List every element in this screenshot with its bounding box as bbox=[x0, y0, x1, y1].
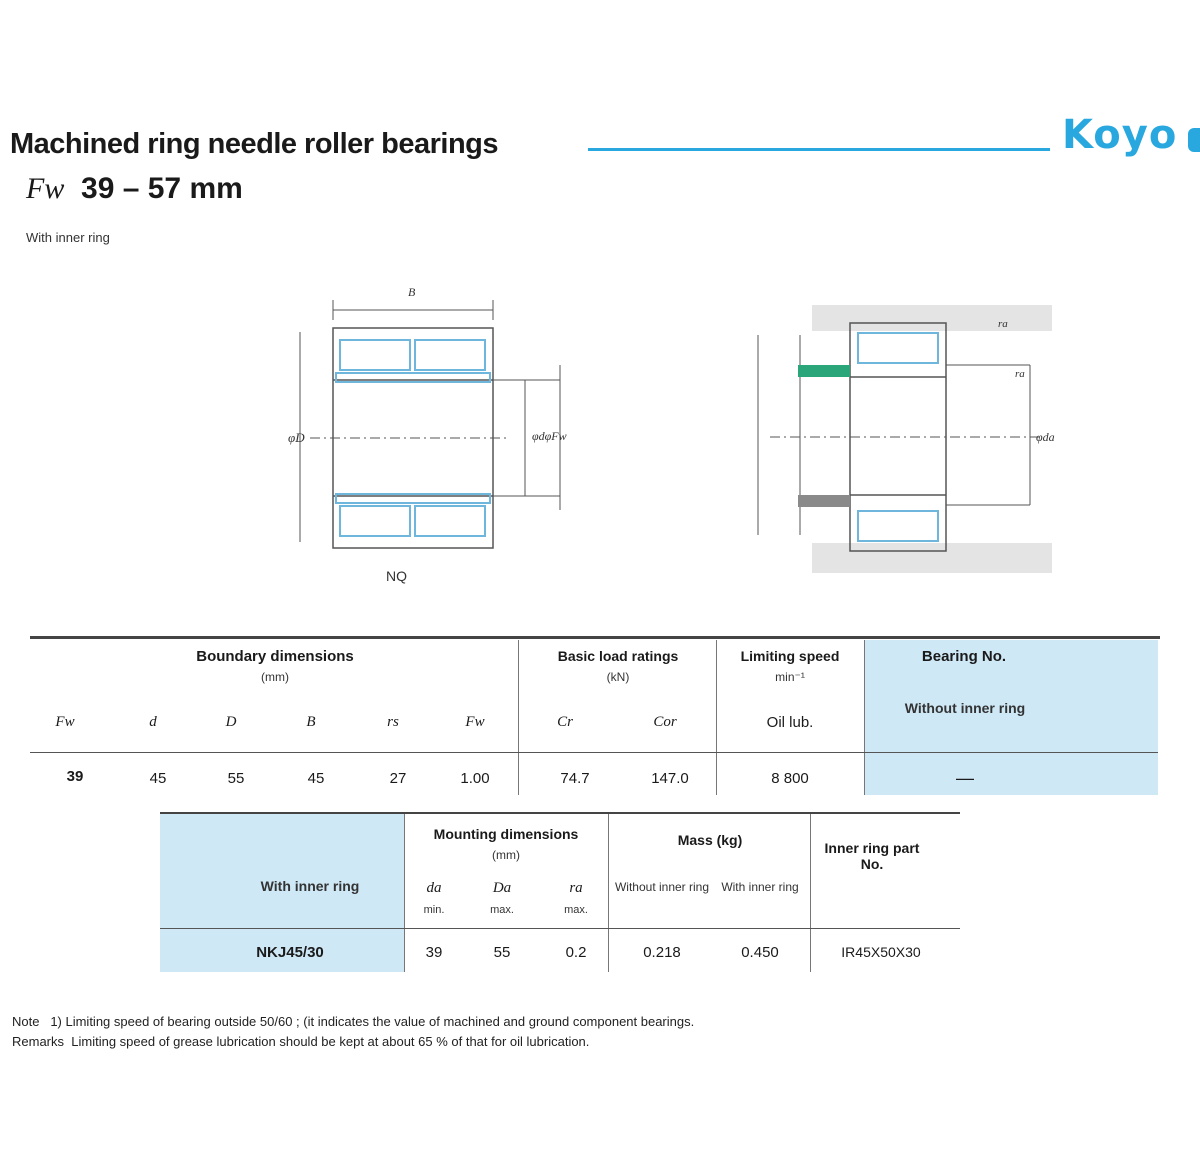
cell-mass-without: 0.218 bbox=[643, 944, 681, 961]
page-title: Machined ring needle roller bearings bbox=[10, 128, 499, 160]
divider bbox=[404, 814, 405, 972]
group-dimensions: Boundary dimensions bbox=[196, 648, 354, 665]
divider bbox=[518, 640, 519, 795]
group-load-unit: (kN) bbox=[606, 670, 630, 684]
mass-with-header: With inner ring bbox=[721, 880, 799, 894]
svg-text:ra: ra bbox=[998, 318, 1008, 330]
footnote-2 bbox=[12, 1034, 589, 1049]
cell-part-no: IR45X50X30 bbox=[841, 944, 921, 960]
col-cor: Cor bbox=[653, 714, 677, 730]
cell-mass-with: 0.450 bbox=[741, 944, 779, 961]
cell-fw2: 1.00 bbox=[460, 770, 490, 787]
svg-text:φda: φda bbox=[1036, 430, 1055, 444]
col-oil: Oil lub. bbox=[766, 714, 814, 731]
group-dimensions-unit: (mm) bbox=[261, 670, 289, 684]
col-ra-sub: max. bbox=[564, 904, 588, 916]
footnote-2-text: Limiting speed of grease lubrication should be kept at about 65 % of that for oil lubrication. bbox=[71, 1034, 590, 1049]
group-bearing-no: Bearing No. bbox=[921, 648, 1007, 665]
svg-text:φdφFw: φdφFw bbox=[532, 429, 567, 443]
col-fw2: Fw bbox=[465, 714, 485, 730]
col-da: da bbox=[426, 880, 442, 896]
group-speed-unit: min⁻¹ bbox=[775, 670, 805, 684]
range-text: 39 – 57 mm bbox=[81, 172, 243, 205]
cell-d: 45 bbox=[149, 770, 167, 787]
col-da-sub: min. bbox=[423, 904, 445, 916]
header-rule bbox=[30, 752, 1158, 753]
cell-da: 39 bbox=[425, 944, 443, 961]
size-range bbox=[26, 172, 243, 206]
cell-B: 45 bbox=[307, 770, 325, 787]
cell-ra: 0.2 bbox=[565, 944, 587, 961]
col-rs: rs bbox=[387, 714, 399, 730]
col-cr: Cr bbox=[557, 714, 573, 730]
col-ra: ra bbox=[569, 880, 583, 896]
group-part: Inner ring part No. bbox=[824, 840, 920, 872]
svg-text:B: B bbox=[408, 285, 416, 299]
cell-rs: 27 bbox=[389, 770, 407, 787]
mounting-drawing bbox=[740, 295, 1070, 580]
with-inner-ring-header: With inner ring bbox=[260, 878, 360, 894]
table-top-rule bbox=[30, 636, 1160, 639]
group-load: Basic load ratings bbox=[557, 648, 679, 664]
footnote-1-text: 1) Limiting speed of bearing outside 50/60 ; (it indicates the value of machined and ground component bearings. bbox=[50, 1014, 695, 1029]
inner-ring-note: With inner ring bbox=[26, 230, 110, 245]
cell-fw: 39 bbox=[66, 768, 84, 785]
svg-text:ra: ra bbox=[1015, 368, 1025, 380]
mass-without-header: Without inner ring bbox=[614, 880, 710, 894]
bearing-col-header: Without inner ring bbox=[904, 700, 1026, 716]
col-fw: Fw bbox=[55, 714, 75, 730]
footnote-1-label: Note bbox=[12, 1014, 40, 1029]
brand-logo: Koyo bbox=[1062, 112, 1178, 158]
group-mass: Mass (kg) bbox=[677, 832, 743, 848]
footnote-1 bbox=[12, 1014, 694, 1029]
figure-caption: NQ bbox=[386, 568, 407, 584]
col-Da: Da bbox=[492, 880, 512, 896]
svg-text:φD: φD bbox=[288, 430, 305, 445]
col-d: d bbox=[149, 714, 157, 730]
title-rule bbox=[588, 148, 1050, 151]
footnote-2-label: Remarks bbox=[12, 1034, 65, 1049]
cell-Da: 55 bbox=[493, 944, 511, 961]
col-B: B bbox=[306, 714, 316, 730]
group-mounting-unit: (mm) bbox=[492, 848, 520, 862]
range-symbol: Fw bbox=[26, 172, 65, 205]
group-mounting: Mounting dimensions bbox=[433, 826, 579, 842]
cell-with-inner-ring: NKJ45/30 bbox=[256, 944, 324, 961]
cell-D: 55 bbox=[227, 770, 245, 787]
col-Da-sub: max. bbox=[490, 904, 514, 916]
table2-header-rule bbox=[160, 928, 960, 929]
brand-tab bbox=[1188, 128, 1200, 152]
cell-cor: 147.0 bbox=[651, 770, 689, 787]
cell-cr: 74.7 bbox=[560, 770, 590, 787]
group-speed: Limiting speed bbox=[740, 648, 840, 664]
bearing-section-drawing bbox=[270, 280, 600, 560]
col-D: D bbox=[225, 714, 237, 730]
cell-oil: 8 800 bbox=[771, 770, 809, 787]
divider bbox=[608, 814, 609, 972]
divider bbox=[810, 814, 811, 972]
cell-bearing-no: — bbox=[956, 768, 974, 788]
